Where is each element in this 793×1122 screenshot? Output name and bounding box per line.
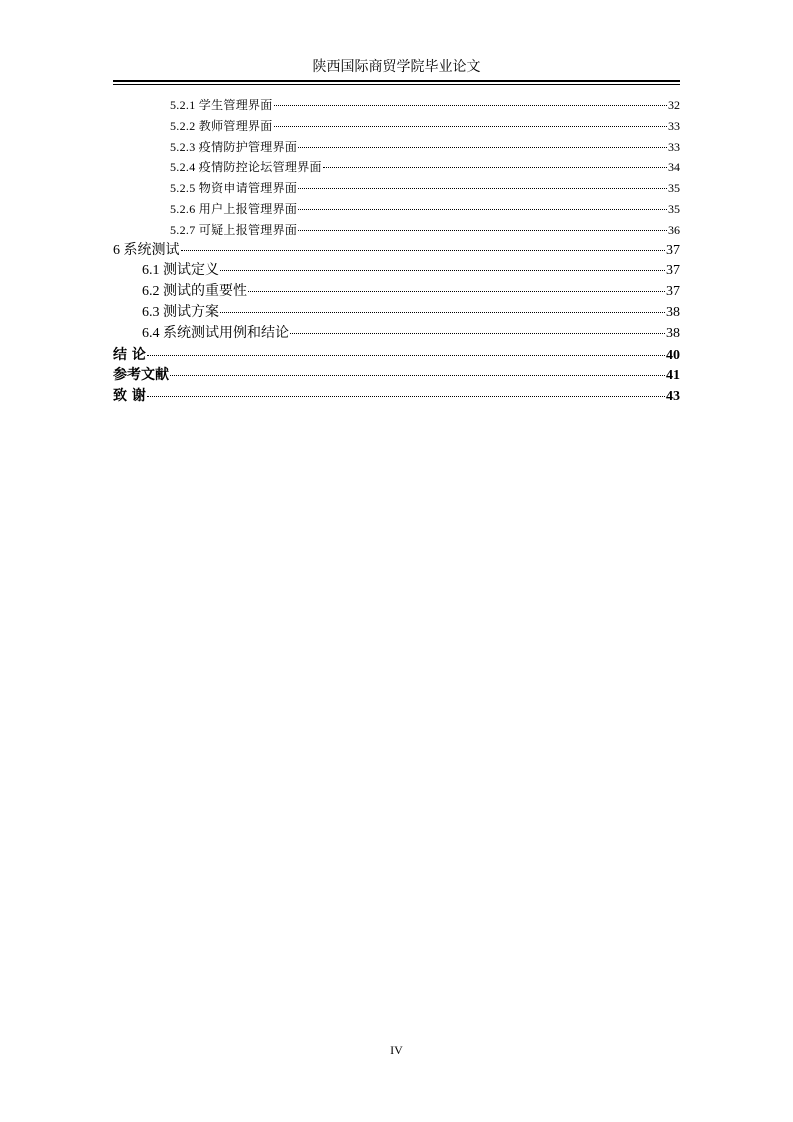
toc-entry-title: 致 谢 <box>113 388 146 405</box>
toc-entry-title: 6.1 测试定义 <box>142 263 219 279</box>
page-header-title: 陕西国际商贸学院毕业论文 <box>312 60 481 75</box>
toc-entry-page: 34 <box>668 160 680 175</box>
toc-entry-page: 38 <box>666 304 680 320</box>
toc-entry-5-2-6[interactable] <box>113 199 680 220</box>
toc-entry-page: 37 <box>666 242 680 258</box>
toc-entry-title: 5.2.7 可疑上报管理界面 <box>170 222 298 237</box>
header-rule-thin <box>113 84 680 85</box>
toc-dot-leader <box>248 291 665 292</box>
toc-dot-leader <box>274 126 667 127</box>
toc-entry-5-2-1[interactable] <box>113 95 680 116</box>
toc-entry-5-2-7[interactable] <box>113 220 680 241</box>
toc-entry-page: 38 <box>666 325 680 341</box>
toc-entry-title: 6 系统测试 <box>113 242 180 258</box>
toc-dot-leader <box>220 312 665 313</box>
toc-entry-title: 参考文献 <box>113 367 169 384</box>
toc-entry-page: 33 <box>668 139 680 154</box>
toc-entry-page: 32 <box>668 98 680 112</box>
toc-entry-references[interactable] <box>113 365 680 386</box>
toc-entry-page: 33 <box>668 118 680 133</box>
toc-entry-page: 37 <box>666 263 680 279</box>
toc-entry-title: 6.4 系统测试用例和结论 <box>142 325 289 341</box>
toc-entry-title: 6.3 测试方案 <box>142 304 219 320</box>
toc-entry-conclusion[interactable] <box>113 345 680 366</box>
toc-entry-6-1[interactable] <box>113 261 680 282</box>
toc-dot-leader <box>147 355 665 356</box>
toc-entry-5-2-4[interactable] <box>113 157 680 178</box>
toc-entry-5-2-5[interactable] <box>113 178 680 199</box>
toc-dot-leader <box>298 230 667 231</box>
header-rule-thick <box>113 80 680 82</box>
toc-entry-acknowledgements[interactable] <box>113 386 680 407</box>
toc-dot-leader <box>181 250 666 251</box>
toc-entry-chapter-6[interactable] <box>113 241 680 262</box>
toc-entry-page: 35 <box>668 181 680 196</box>
toc-entry-title: 5.2.5 物资申请管理界面 <box>170 181 298 196</box>
table-of-contents <box>113 95 680 407</box>
toc-dot-leader <box>323 167 667 168</box>
toc-entry-5-2-2[interactable] <box>113 116 680 137</box>
toc-entry-title: 5.2.4 疫情防控论坛管理界面 <box>170 160 322 175</box>
toc-dot-leader <box>274 105 667 106</box>
toc-entry-page: 43 <box>666 389 680 405</box>
toc-entry-title: 6.2 测试的重要性 <box>142 284 247 300</box>
toc-dot-leader <box>220 270 665 271</box>
toc-entry-6-3[interactable] <box>113 303 680 324</box>
toc-entry-6-2[interactable] <box>113 282 680 303</box>
toc-entry-5-2-3[interactable] <box>113 137 680 158</box>
toc-entry-6-4[interactable] <box>113 324 680 345</box>
toc-dot-leader <box>290 333 665 334</box>
toc-entry-page: 36 <box>668 222 680 237</box>
toc-dot-leader <box>170 375 665 376</box>
toc-dot-leader <box>298 147 667 148</box>
toc-entry-title: 5.2.6 用户上报管理界面 <box>170 201 298 216</box>
toc-entry-page: 35 <box>668 201 680 216</box>
toc-entry-title: 5.2.2 教师管理界面 <box>170 118 273 133</box>
toc-entry-page: 37 <box>666 284 680 300</box>
toc-dot-leader <box>298 188 667 189</box>
toc-entry-page: 41 <box>666 368 680 384</box>
toc-entry-title: 5.2.3 疫情防护管理界面 <box>170 139 298 154</box>
toc-entry-title: 5.2.1 学生管理界面 <box>170 98 273 112</box>
toc-entry-page: 40 <box>666 347 680 363</box>
page-footer-number: IV <box>390 1043 403 1057</box>
toc-dot-leader <box>298 209 667 210</box>
toc-entry-title: 结 论 <box>113 346 146 363</box>
toc-dot-leader <box>147 396 665 397</box>
